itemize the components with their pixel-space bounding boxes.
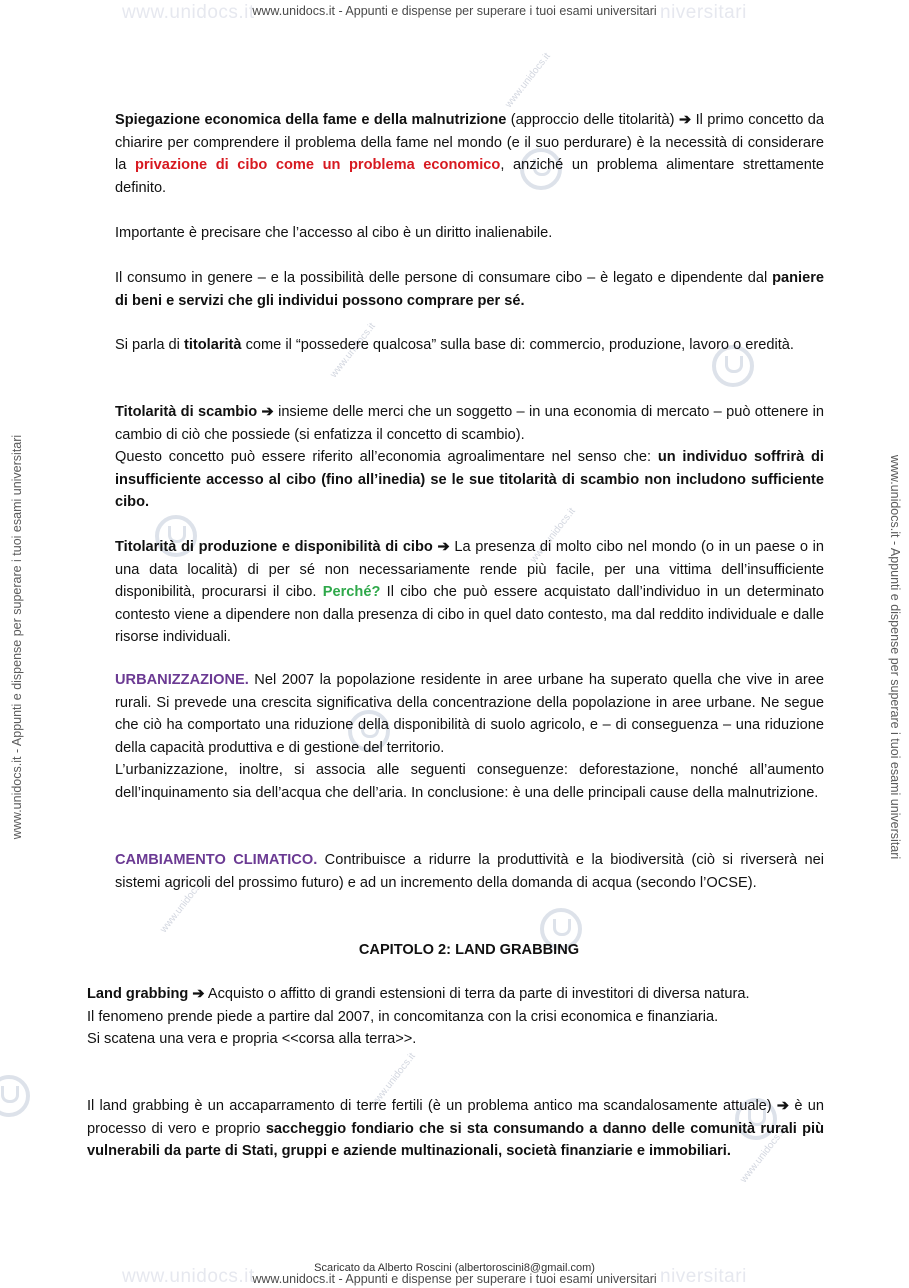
arrow-icon: ➔ [261,404,274,420]
paragraph-land-grabbing [87,983,824,1051]
arrow-icon: ➔ [776,1098,790,1114]
text: L’urbanizzazione, inoltre, si associa alle seguenti conseguenze: deforestazione, nonché all’aumento dell’inquinamento sia dell’acqua che dell’aria. In conclusione: è una delle principali cause della malnutrizione. [115,762,824,801]
watermark-side-left: www.unidocs.it - Appunti e dispense per superare i tuoi esami universitari [10,434,24,840]
paragraph-titolarita [115,334,824,357]
text: Si parla di [115,337,184,353]
text: Contribuisce a ridurre la produttività e la biodiversità (ciò si riverserà nei sistemi agricoli del prossimo futuro) e ad un incremento della domanda di acqua (secondo l’OCSE). [115,852,825,891]
text: Questo concetto può essere riferito all’economia agroalimentare nel senso che: [115,449,658,466]
text: La presenza di molto cibo nel mondo (o in un paese o in una data località) di per sé non necessariamente rende più facile, per una vittima dell’insufficiente disponibilità, procurarsi il cibo. [115,539,824,601]
watermark-ghost-top-right: niversitari [660,2,747,23]
bold-text: un individuo soffrirà di insufficiente accesso al cibo (fino all’inedia) se le sue titolarità di scambio non includono sufficiente cibo. [115,449,824,511]
highlight-green: Perché? [322,584,381,601]
paragraph-urbanizzazione [115,669,824,805]
lead-term: Titolarità di produzione e disponibilità di cibo [115,539,438,555]
paragraph-consumption [115,267,824,312]
text: Il land grabbing è un accaparramento di terre fertili (è un problema antico ma scandalosamente attuale) [87,1098,777,1114]
paragraph-land-grabbing-definition [87,1095,824,1163]
text: , anziché un problema alimentare strettamente definito. [115,157,824,196]
text: Il cibo che può essere acquistato dall’individuo in un determinato contesto viene a dipendere non dalla presenza di cibo in quel dato contesto, ma dal reddito individuale e dalle risorse individuali. [115,584,824,646]
arrow-icon: ➔ [192,986,205,1002]
lead-term: Titolarità di scambio [115,404,262,420]
watermark-diagonal: www.unidocs.it [528,506,578,565]
section-label-purple: CAMBIAMENTO CLIMATICO. [115,852,318,868]
watermark-diagonal: www.unidocs.it [158,876,208,935]
text: Il primo concetto da chiarire per comprendere il problema della fame nel mondo (e il suo perdurare) è la necessità di considerare la [115,112,824,174]
text: Acquisto o affitto di grandi estensioni di terra da parte di investitori di diversa natura. [204,986,750,1002]
paragraph-titolarita-produzione [115,536,824,649]
text: insieme delle merci che un soggetto – in una economia di mercato – può ottenere in cambio di ciò che possiede (si enfatizza il concetto di scambio). [115,404,825,443]
text: è un processo di vero e proprio [87,1098,824,1137]
watermark-diagonal: www.unidocs.it [738,1126,788,1185]
text: Il fenomeno prende piede a partire dal 2007, in concomitanza con la crisi economica e finanziaria. [87,1008,719,1025]
watermark-side-right: www.unidocs.it - Appunti e dispense per superare i tuoi esami universitari [888,454,902,860]
paragraph-cambiamento-climatico [115,849,824,894]
chapter-heading: CAPITOLO 2: LAND GRABBING [358,942,580,958]
watermark-ghost-bottom-right: niversitari [660,1266,747,1287]
watermark-diagonal: www.unidocs.it [503,51,553,110]
watermark-diagonal: www.unidocs.it [368,1051,418,1110]
bold-text: paniere di beni e servizi che gli individui possono comprare per sé. [115,270,824,309]
arrow-icon: ➔ [678,112,692,128]
paragraph-titolarita-scambio [115,401,824,514]
watermark-header: www.unidocs.it - Appunti e dispense per superare i tuoi esami universitari [252,4,657,18]
highlight-red: privazione di cibo come un problema economico [134,157,501,174]
watermark-ghost-bottom-left: www.unidocs.it [122,1266,255,1287]
section-label-purple: URBANIZZAZIONE. [115,672,249,688]
paragraph-hunger-explanation [115,109,824,199]
bold-text: titolarità [183,337,242,353]
lead-term: Land grabbing [87,986,193,1002]
text: Il consumo in genere – e la possibilità delle persone di consumare cibo – è legato e dipendente dal [115,270,773,286]
text: Si scatena una vera e propria <<corsa alla terra>>. [87,1031,417,1048]
lead-term: Spiegazione economica della fame e della malnutrizione [115,112,507,128]
text: Nel 2007 la popolazione residente in aree urbane ha superato quella che vive in aree rurali. Si prevede una crescita significativa della concentrazione della popolazione in aree urbane. Ne segue che ciò ha comportato una riduzione della disponibilità di suolo agricolo, e – di conseguenza – una riduzione della capacità produttiva e di gestione del territorio. [115,672,824,756]
watermark-ghost-top-left: www.unidocs.it [122,2,255,23]
arrow-icon: ➔ [437,539,450,555]
text: come il “possedere qualcosa” sulla base di: commercio, produzione, lavoro o eredità. [241,337,794,353]
paren-note: (approccio delle titolarità) [506,112,679,128]
watermark-footer: www.unidocs.it - Appunti e dispense per superare i tuoi esami universitari [252,1272,657,1286]
watermark-diagonal: www.unidocs.it [328,321,378,380]
bold-text: saccheggio fondiario che si sta consumando a danno delle comunità rurali più vulnerabili da parte di Stati, gruppi e aziende multinazionali, società finanziarie e immobiliari. [87,1120,825,1160]
download-footer: Scaricato da Alberto Roscini (albertoroscini8@gmail.com) [314,1262,595,1274]
paragraph-right-to-food: Importante è precisare che l’accesso al cibo è un diritto inalienabile. [115,225,553,241]
